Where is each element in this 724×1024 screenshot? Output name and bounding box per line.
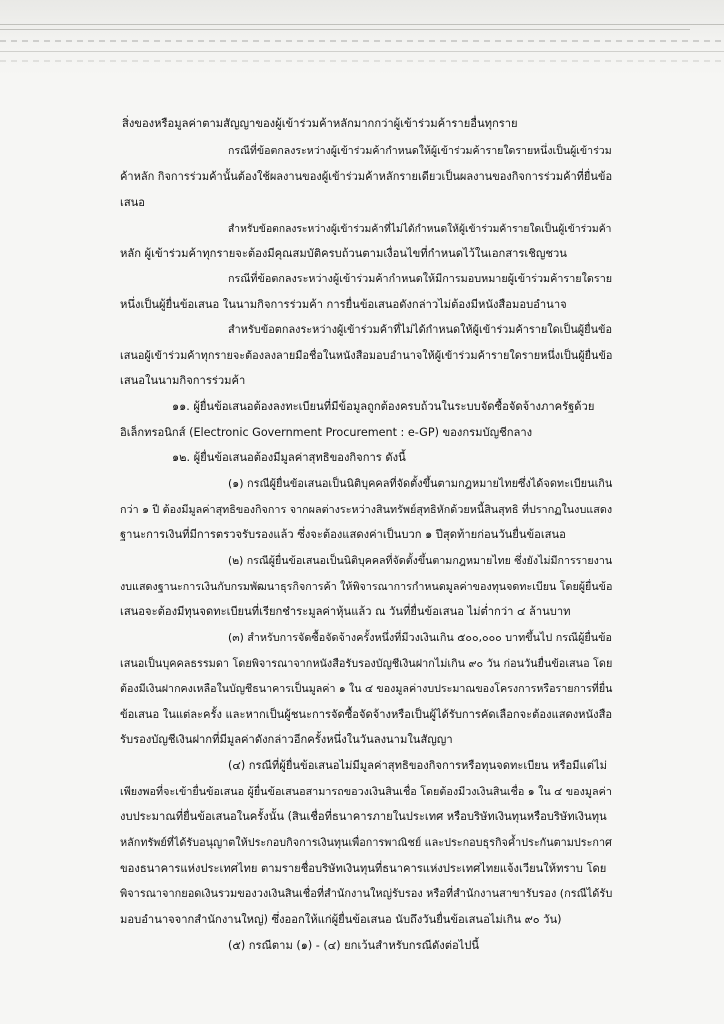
- text-line: เพียงพอที่จะเข้ายื่นข้อเสนอ ผู้ยื่นข้อเสนอสามารถขอวงเงินสินเชื่อ โดยต้องมีวงเงินสินเชื่อ ๑ ใน ๔ ของมูลค่า: [120, 785, 612, 798]
- text-line: หลัก ผู้เข้าร่วมค้าทุกรายจะต้องมีคุณสมบัติครบถ้วนตามเงื่อนไขที่กำหนดไว้ในเอกสารเชิญชวน: [120, 247, 567, 260]
- text-line: หนึ่งเป็นผู้ยื่นข้อเสนอ ในนามกิจการร่วมค้า การยื่นข้อเสนอดังกล่าวไม่ต้องมีหนังสือมอบอำนาจ: [120, 298, 567, 311]
- section-11-heading: ๑๑. ผู้ยื่นข้อเสนอต้องลงทะเบียนที่มีข้อมูลถูกต้องครบถ้วนในระบบจัดซื้อจัดจ้างภาครัฐด้วย: [172, 400, 595, 413]
- text-line: เสนอจะต้องมีทุนจดทะเบียนที่เรียกชำระมูลค่าหุ้นแล้ว ณ วันที่ยื่นข้อเสนอ ไม่ต่ำกว่า ๔ ล้านบาท: [120, 605, 571, 618]
- text-line: ต้องมีเงินฝากคงเหลือในบัญชีธนาคารเป็นมูลค่า ๑ ใน ๔ ของมูลค่างบประมาณของโครงการหรือรายการที่ยื่น: [120, 682, 613, 695]
- text-line: ของธนาคารแห่งประเทศไทย ตามรายชื่อบริษัทเงินทุนที่ธนาคารแห่งประเทศไทยแจ้งเวียนให้ทราบ โดย: [120, 862, 607, 875]
- text-line: เสนอ: [120, 196, 146, 209]
- text-line: กรณีที่ข้อตกลงระหว่างผู้เข้าร่วมค้ากำหนดให้ผู้เข้าร่วมค้ารายใดรายหนึ่งเป็นผู้เข้าร่วม: [228, 145, 612, 157]
- text-line: กรณีที่ข้อตกลงระหว่างผู้เข้าร่วมค้ากำหนดให้มีการมอบหมายผู้เข้าร่วมค้ารายใดราย: [228, 272, 613, 285]
- text-line: สิ่งของหรือมูลค่าตามสัญญาของผู้เข้าร่วมค้าหลักมากกว่าผู้เข้าร่วมค้ารายอื่นทุกราย: [122, 117, 518, 130]
- text-line: (๔) กรณีที่ผู้ยื่นข้อเสนอไม่มีมูลค่าสุทธิของกิจการหรือทุนจดทะเบียน หรือมีแต่ไม่: [228, 759, 608, 772]
- text-line: อิเล็กทรอนิกส์ (Electronic Government Procurement : e-GP) ของกรมบัญชีกลาง: [120, 426, 533, 439]
- text-line: งบแสดงฐานะการเงินกับกรมพัฒนาธุรกิจการค้า ให้พิจารณาการกำหนดมูลค่าของทุนจดทะเบียน โดยผู้ยื่นข้อ: [120, 580, 613, 593]
- text-line: มอบอำนาจจากสำนักงานใหญ่) ซึ่งออกให้แก่ผู้ยื่นข้อเสนอ นับถึงวันยื่นข้อเสนอไม่เกิน ๙๐ วัน): [120, 913, 562, 926]
- text-line: (๓) สำหรับการจัดซื้อจัดจ้างครั้งหนึ่งที่มีวงเงินเกิน ๕๐๐,๐๐๐ บาทขึ้นไป กรณีผู้ยื่นข้อ: [228, 631, 612, 644]
- text-line: ค้าหลัก กิจการร่วมค้านั้นต้องใช้ผลงานของผู้เข้าร่วมค้าหลักรายเดียวเป็นผลงานของกิจการร่วมค้าที่ยื่นข้อ: [120, 170, 613, 183]
- text-line: เสนอผู้เข้าร่วมค้าทุกรายจะต้องลงลายมือชื่อในหนังสือมอบอำนาจให้ผู้เข้าร่วมค้ารายใดรายหนึ่งเป็นผู้ยื่นข้อ: [120, 349, 613, 362]
- text-line: (๒) กรณีผู้ยื่นข้อเสนอเป็นนิติบุคคลที่จัดตั้งขึ้นตามกฎหมายไทย ซึ่งยังไม่มีการรายงาน: [228, 554, 613, 567]
- text-line: ฐานะการเงินที่มีการตรวจรับรองแล้ว ซึ่งจะต้องแสดงค่าเป็นบวก ๑ ปีสุดท้ายก่อนวันยื่นข้อเสนอ: [120, 528, 566, 541]
- text-line: เสนอเป็นบุคคลธรรมดา โดยพิจารณาจากหนังสือรับรองบัญชีเงินฝากไม่เกิน ๙๐ วัน ก่อนวันยื่นข้อเสนอ โดย: [120, 657, 613, 670]
- text-line: ข้อเสนอ ในแต่ละครั้ง และหากเป็นผู้ชนะการจัดซื้อจัดจ้างหรือเป็นผู้ได้รับการคัดเลือกจะต้องแสดงหนังสือ: [120, 708, 613, 721]
- text-line: พิจารณาจากยอดเงินรวมของวงเงินสินเชื่อที่สำนักงานใหญ่รับรอง หรือที่สำนักงานสาขารับรอง (กรณีได้รับ: [120, 887, 613, 900]
- section-12-heading: ๑๒. ผู้ยื่นข้อเสนอต้องมีมูลค่าสุทธิของกิจการ ดังนี้: [172, 451, 406, 464]
- text-line: สำหรับข้อตกลงระหว่างผู้เข้าร่วมค้าที่ไม่ได้กำหนดให้ผู้เข้าร่วมค้ารายใดเป็นผู้ยื่นข้อ: [228, 323, 613, 336]
- text-line: รับรองบัญชีเงินฝากที่มีมูลค่าดังกล่าวอีกครั้งหนึ่งในวันลงนามในสัญญา: [120, 733, 453, 746]
- text-line: เสนอในนามกิจการร่วมค้า: [120, 374, 246, 387]
- text-line: (๕) กรณีตาม (๑) - (๔) ยกเว้นสำหรับกรณีดังต่อไปนี้: [228, 939, 480, 952]
- text-line: กว่า ๑ ปี ต้องมีมูลค่าสุทธิของกิจการ จากผลต่างระหว่างสินทรัพย์สุทธิหักด้วยหนี้สินสุทธิ ที่ปรากฏในงบแสดง: [120, 503, 613, 516]
- text-line: (๑) กรณีผู้ยื่นข้อเสนอเป็นนิติบุคคลที่จัดตั้งขึ้นตามกฎหมายไทยซึ่งได้จดทะเบียนเกิน: [228, 477, 613, 490]
- text-line: งบประมาณที่ยื่นข้อเสนอในครั้งนั้น (สินเชื่อที่ธนาคารภายในประเทศ หรือบริษัทเงินทุนหรือบริษัทเงินทุน: [120, 810, 607, 823]
- text-line: สำหรับข้อตกลงระหว่างผู้เข้าร่วมค้าที่ไม่ได้กำหนดให้ผู้เข้าร่วมค้ารายใดเป็นผู้เข้าร่วมค้า: [228, 223, 612, 235]
- text-line: หลักทรัพย์ที่ได้รับอนุญาตให้ประกอบกิจการเงินทุนเพื่อการพาณิชย์ และประกอบธุรกิจค้ำประกันตามประกาศ: [120, 836, 612, 849]
